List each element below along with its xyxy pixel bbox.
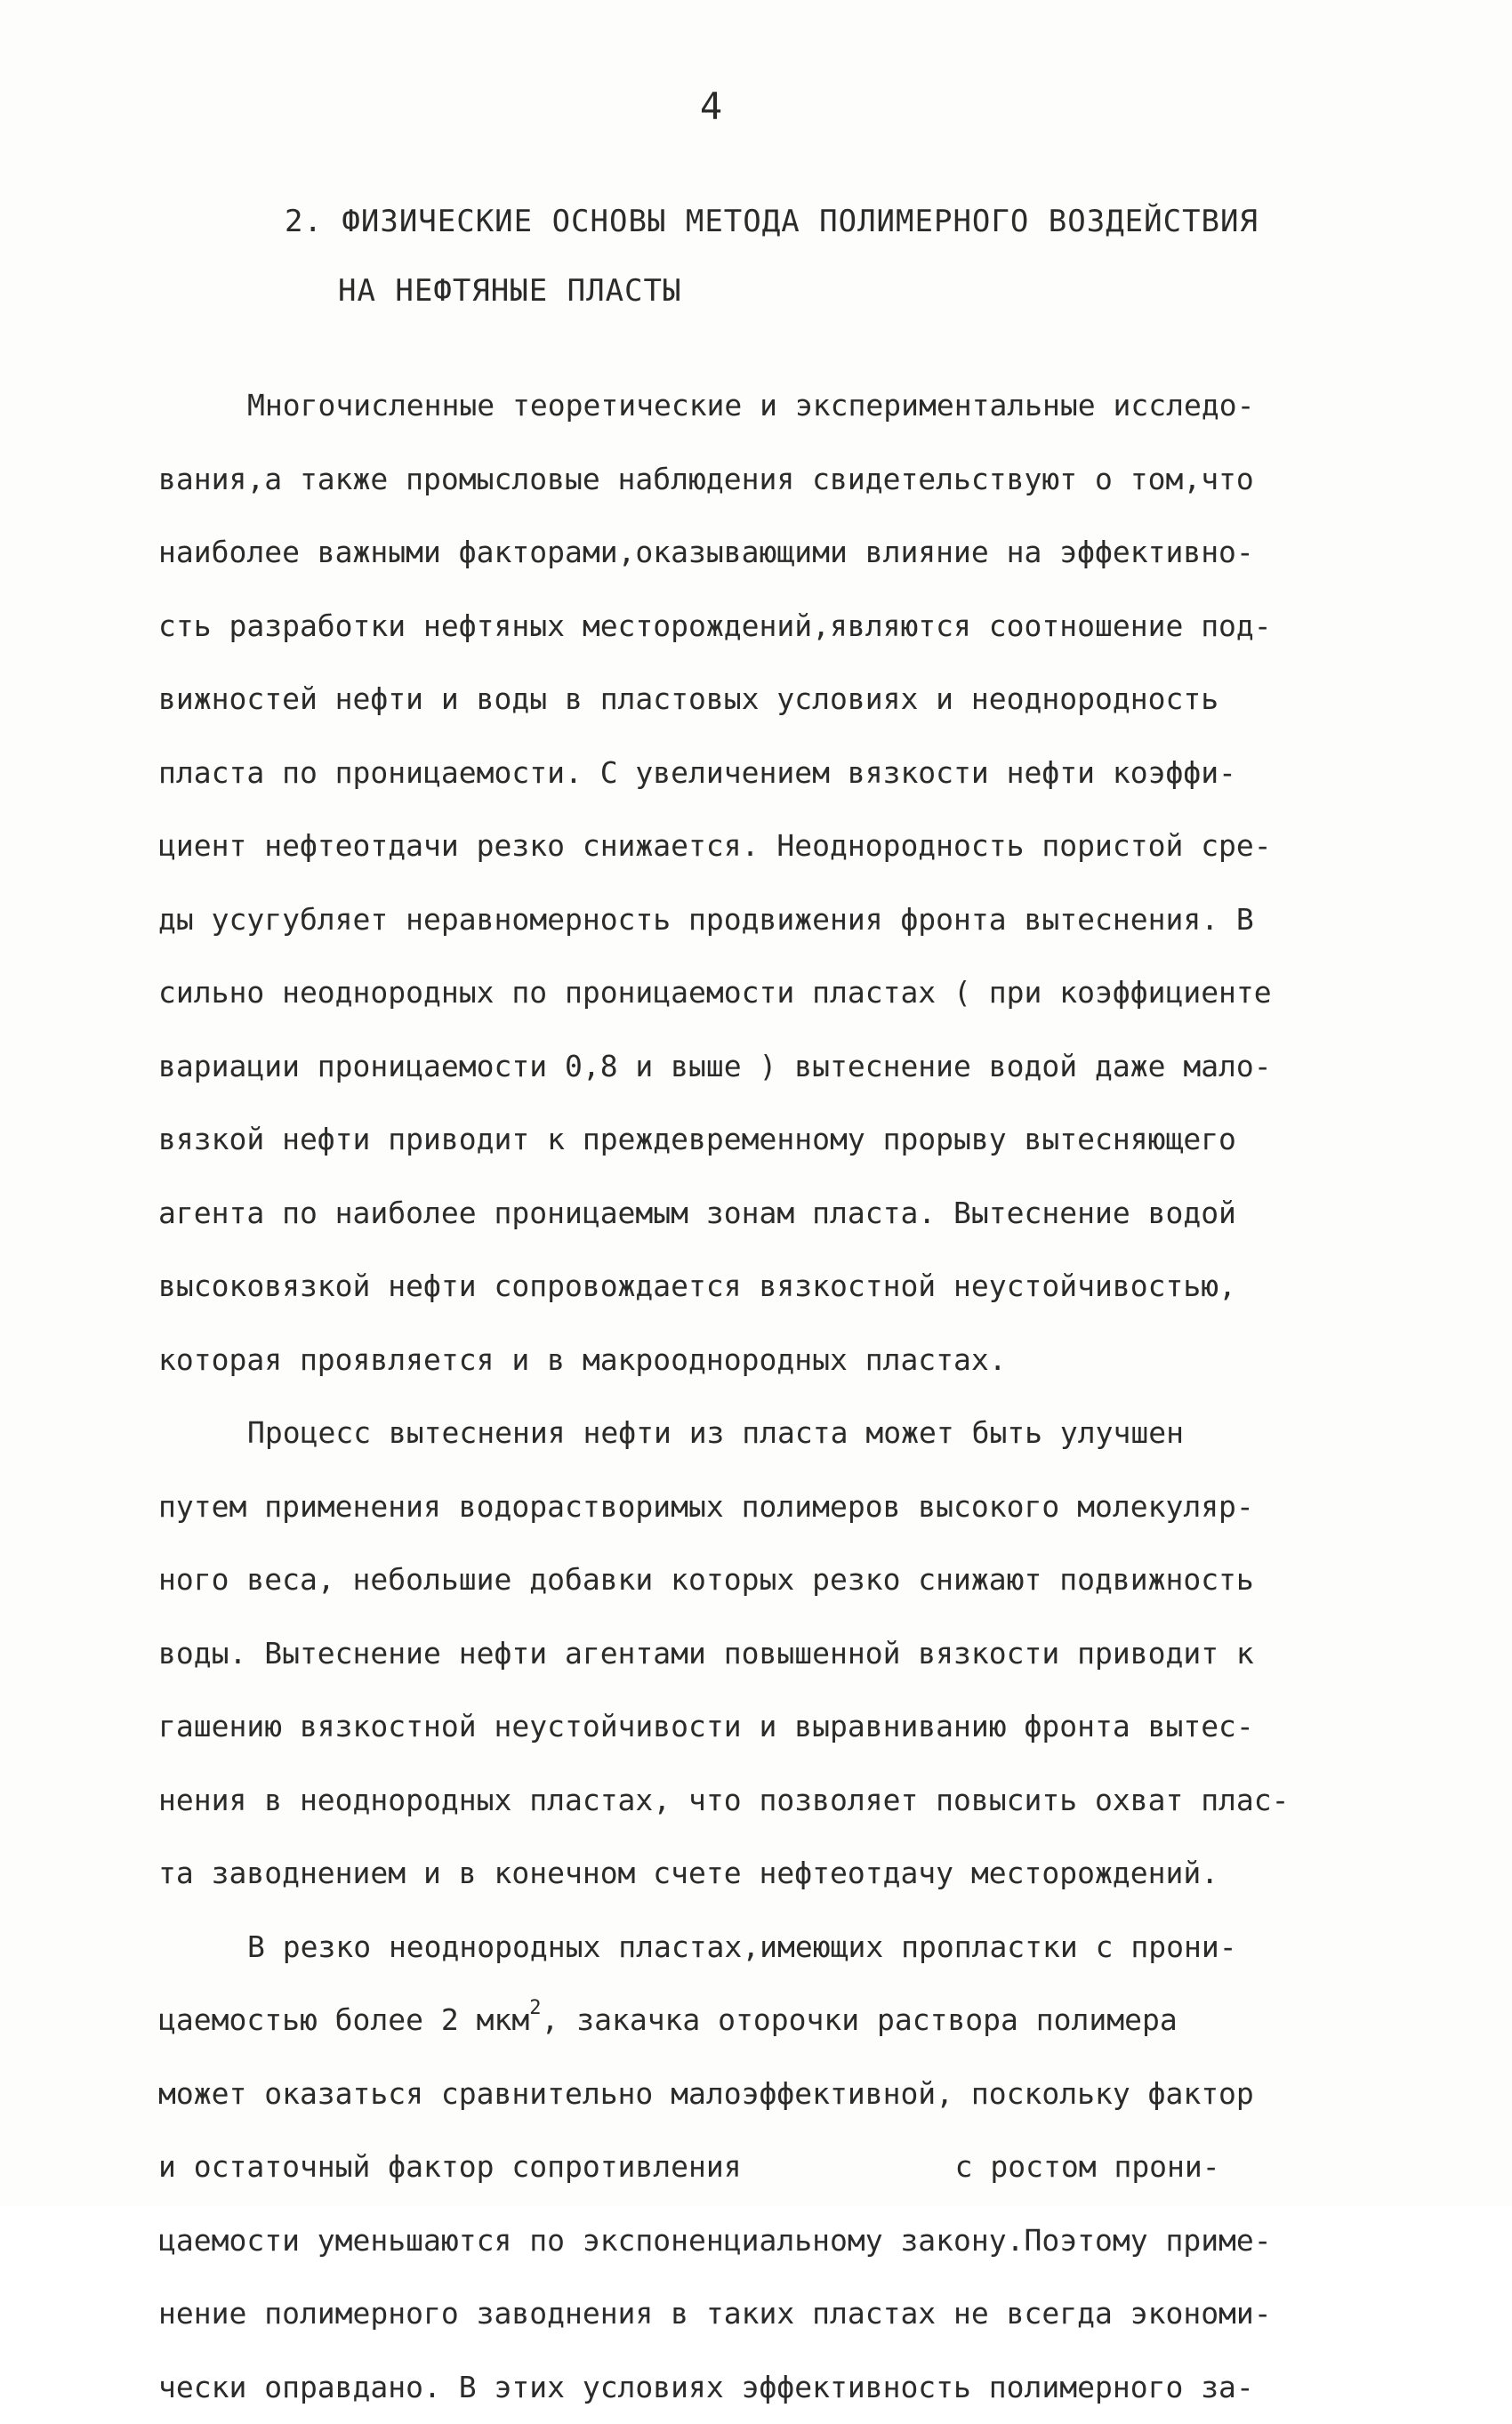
section-title: [285, 187, 1316, 326]
paragraph-2-line: та заводнением и в конечном счете нефтеотдачу месторождений.: [158, 1837, 1368, 1911]
paragraph-1-line: наиболее важными факторами,оказывающими влияние на эффективно-: [158, 516, 1368, 590]
section-title-line-1: 2. ФИЗИЧЕСКИЕ ОСНОВЫ МЕТОДА ПОЛИМЕРНОГО ВОЗДЕЙСТВИЯ: [285, 187, 1316, 256]
paragraph-3-line-4-start: и остаточный фактор сопротивления: [158, 2149, 742, 2184]
paragraph-1-line: которая проявляется и в макрооднородных пластах.: [158, 1324, 1368, 1397]
paragraph-1-line: сть разработки нефтяных месторождений,являются соотношение под-: [158, 590, 1368, 664]
paragraph-3-line-4-end: с ростом прони-: [955, 2149, 1220, 2184]
paragraph-3-line: чески оправдано. В этих условиях эффективность полимерного за-: [158, 2351, 1368, 2424]
paragraph-3-line: может оказаться сравнительно малоэффективной, поскольку фактор: [158, 2058, 1368, 2131]
paragraph-3-line: цаемости уменьшаются по экспоненциальному закону.Поэтому приме-: [158, 2204, 1368, 2278]
paragraph-2-line: ного веса, небольшие добавки которых резко снижают подвижность: [158, 1543, 1368, 1617]
paragraph-2-line: путем применения водорастворимых полимеров высокого молекуляр-: [158, 1470, 1368, 1544]
paragraph-1-line: Многочисленные теоретические и экспериментальные исследо-: [158, 369, 1368, 443]
paragraph-3-line: [158, 2130, 1368, 2204]
paragraph-3-line: [158, 1984, 1368, 2058]
paragraph-1-line: вариации проницаемости 0,8 и выше ) вытеснение водой даже мало-: [158, 1030, 1368, 1104]
paragraph-3-line-2-end: , закачка оторочки раствора полимера: [541, 2002, 1177, 2037]
paragraph-1-line: пласта по проницаемости. С увеличением вязкости нефти коэффи-: [158, 737, 1368, 810]
paragraph-1-line: вижностей нефти и воды в пластовых условиях и неоднородность: [158, 663, 1368, 737]
paragraph-1-line: высоковязкой нефти сопровождается вязкостной неустойчивостью,: [158, 1250, 1368, 1324]
unit-exponent: 2: [529, 1997, 541, 2019]
section-title-line-2: НА НЕФТЯНЫЕ ПЛАСТЫ: [285, 256, 1316, 326]
paragraph-2-line: нения в неоднородных пластах, что позволяет повысить охват плас-: [158, 1764, 1368, 1838]
paragraph-1-line: циент нефтеотдачи резко снижается. Неоднородность пористой сре-: [158, 809, 1368, 883]
body-text: [158, 369, 1368, 2424]
paragraph-1-line: ды усугубляет неравномерность продвижения фронта вытеснения. В: [158, 883, 1368, 957]
paragraph-1-line: сильно неоднородных по проницаемости пластах ( при коэффициенте: [158, 956, 1368, 1030]
paragraph-3-line: нение полимерного заводнения в таких пластах не всегда экономи-: [158, 2277, 1368, 2351]
paragraph-1-line: вязкой нефти приводит к преждевременному прорыву вытесняющего: [158, 1103, 1368, 1177]
paragraph-3-line: В резко неоднородных пластах,имеющих пропластки с прони-: [158, 1911, 1368, 1985]
page-number: 4: [0, 85, 1423, 128]
paragraph-3-line-2-start: цаемостью более 2 мкм: [158, 2002, 529, 2037]
paragraph-2-line: воды. Вытеснение нефти агентами повышенной вязкости приводит к: [158, 1617, 1368, 1691]
paragraph-1-line: агента по наиболее проницаемым зонам пласта. Вытеснение водой: [158, 1177, 1368, 1251]
paragraph-2-line: Процесс вытеснения нефти из пласта может быть улучшен: [158, 1397, 1368, 1470]
paragraph-2-line: гашению вязкостной неустойчивости и выравниванию фронта вытес-: [158, 1690, 1368, 1764]
paragraph-1-line: вания,а также промысловые наблюдения свидетельствуют о том,что: [158, 443, 1368, 517]
